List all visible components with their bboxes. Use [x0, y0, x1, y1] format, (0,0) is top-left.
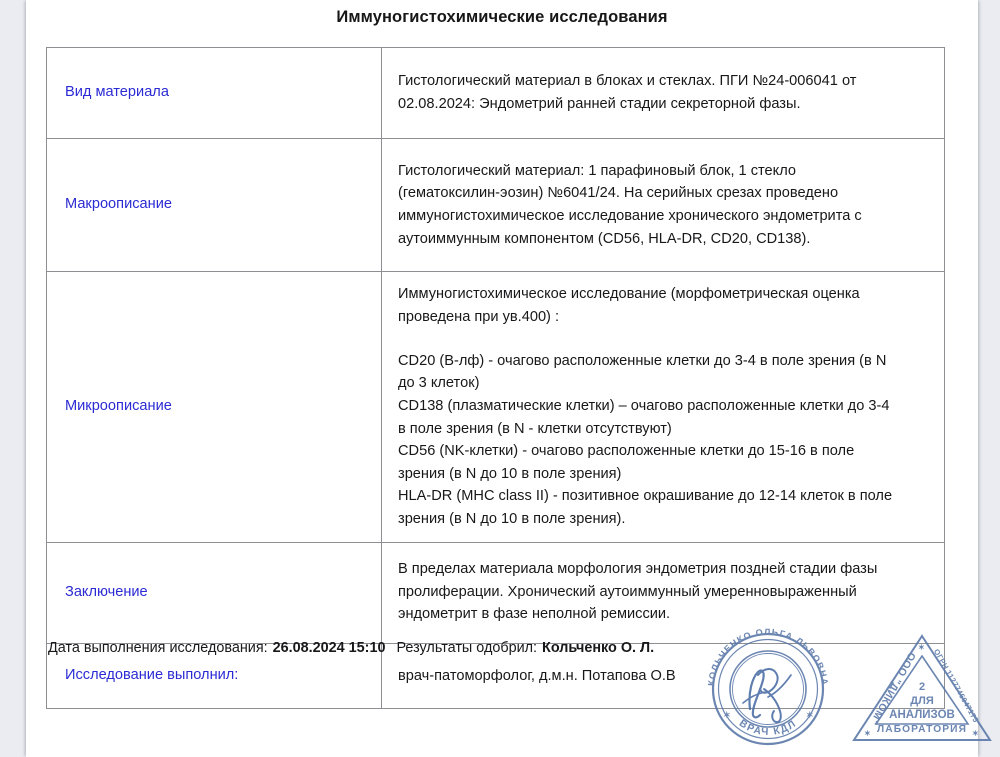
triangle-stamp-bottom-text: ЛАБОРАТОРИЯ: [876, 724, 968, 735]
round-doctor-stamp: [698, 623, 838, 751]
row-label-conclusion: Заключение: [47, 543, 382, 644]
text-line: зрения (в N до 10 в поле зрения): [398, 465, 622, 482]
text-line: иммуногистохимическое исследование хронического эндометрита с: [398, 208, 862, 224]
text-line: 02.08.2024: Эндометрий ранней стадии секреторной фазы.: [398, 96, 801, 112]
text-line: Гистологический материал: 1 парафиновый блок, 1 стекло: [398, 162, 796, 179]
star-icon: ✶: [864, 729, 871, 738]
row-label-micro: Микроописание: [47, 272, 382, 543]
table-row: [47, 272, 945, 543]
approved-by-label: Результаты одобрил:: [396, 640, 538, 656]
triangle-stamp-right-text: ОГРН 1127746047175: [931, 647, 981, 725]
round-stamp-bottom-text: ВРАЧ КДЛ: [736, 718, 800, 739]
text-line: эндометрит в фазе неполной ремиссии.: [398, 606, 671, 623]
triangle-stamp-center-line3: АНАЛИЗОВ: [889, 709, 955, 721]
ihc-report-table: [46, 47, 945, 709]
star-icon: ✶: [806, 710, 814, 720]
row-value-macro: [382, 139, 945, 272]
text-line: Гистологический материал в блоках и стеклах. ПГИ №24-006041 от: [398, 73, 857, 90]
page-title: Иммуногистохимические исследования: [336, 8, 668, 26]
star-icon: ✶: [918, 643, 925, 652]
text-line: CD56 (NK-клетки) - очагово расположенные клетки до 15-16 в поле: [398, 443, 855, 460]
star-icon: ✶: [723, 710, 731, 720]
text-line: CD20 (В-лф) - очагово расположенные клетки до 3-4 в поле зрения (в N: [398, 352, 887, 369]
approved-by-value: Кольченко О. Л.: [542, 640, 655, 656]
handwritten-signature: [743, 669, 791, 722]
star-icon: ✶: [972, 729, 979, 738]
text-line: аутоиммунным компонентом (CD56, HLA-DR, CD20, CD138).: [398, 230, 811, 247]
row-value-material: [382, 48, 945, 139]
text-line: врач-патоморфолог, д.м.н. Потапова О.В: [398, 667, 676, 684]
footer-signature-line: [48, 640, 654, 656]
row-label-performer: Исследование выполнил:: [47, 644, 382, 709]
table-row: [47, 139, 945, 272]
execution-date-value: 26.08.2024 15:10: [272, 640, 386, 656]
execution-date-label: Дата выполнения исследования:: [48, 640, 268, 656]
document-page: [26, 0, 981, 757]
text-line: (гематоксилин-эозин) №6041/24. На серийных срезах проведено: [398, 185, 839, 202]
row-label-macro: Макроописание: [47, 139, 382, 272]
text-line: зрения (в N до 10 в поле зрения).: [398, 510, 626, 527]
text-line: проведена при ув.400) :: [398, 309, 560, 326]
row-label-material: Вид материала: [47, 48, 382, 139]
triangle-stamp-left-text: ООО "ДИКОМ": [867, 649, 918, 727]
text-line: пролиферации. Хронический аутоиммунный умеренновыраженный: [398, 583, 857, 600]
round-stamp-outer-text: КОЛЬЧЕНКО ОЛЬГА ЛЬВОВНА: [706, 626, 831, 687]
text-blank-line: [398, 329, 930, 350]
table-row: [47, 48, 945, 139]
triangle-laboratory-stamp: [846, 628, 998, 746]
text-line: CD138 (плазматические клетки) – очагово расположенные клетки до 3-4: [398, 397, 890, 414]
text-line: Иммуногистохимическое исследование (морфометрическая оценка: [398, 286, 860, 303]
text-line: В пределах материала морфология эндометрия поздней стадии фазы: [398, 561, 878, 578]
text-line: в поле зрения (в N - клетки отсутствуют): [398, 420, 672, 437]
triangle-stamp-center-line2: ДЛЯ: [910, 695, 934, 707]
text-line: до 3 клеток): [398, 375, 480, 392]
triangle-stamp-center-number: 2: [918, 681, 926, 693]
row-value-micro: [382, 272, 945, 543]
text-line: HLA-DR (MHC class II) - позитивное окрашивание до 12-14 клеток в поле: [398, 488, 893, 505]
